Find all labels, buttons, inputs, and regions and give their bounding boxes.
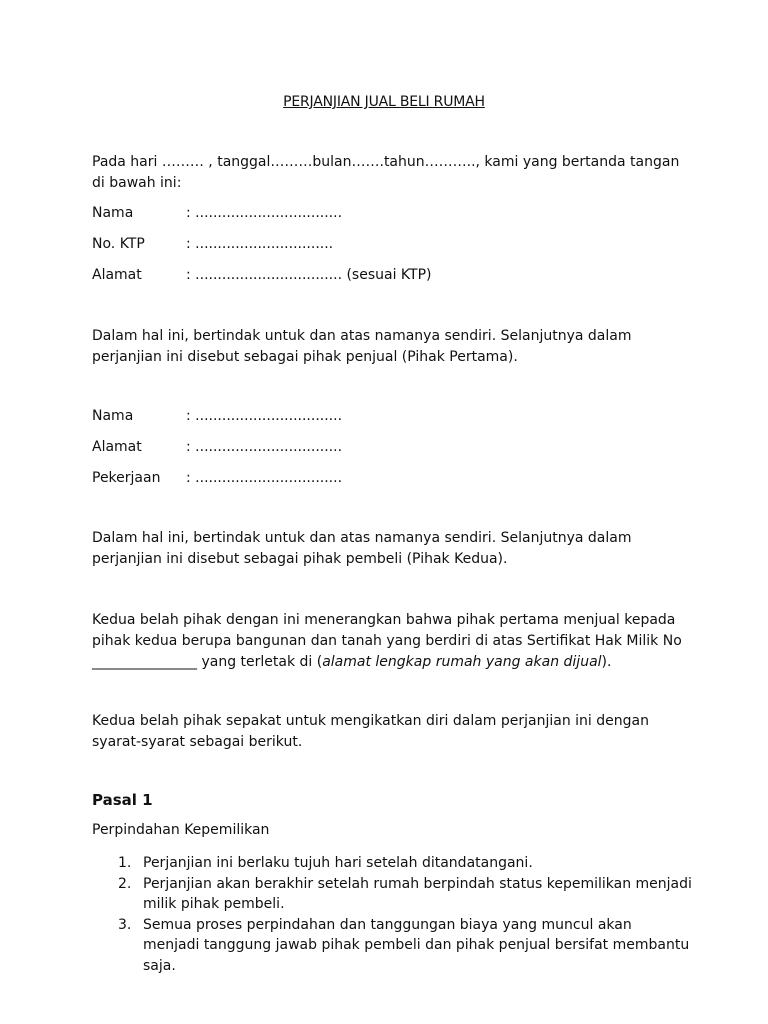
field-label: No. KTP: [92, 236, 145, 252]
pasal-subtitle: Perpindahan Kepemilikan: [92, 822, 270, 838]
property-paragraph: [92, 610, 692, 673]
buyer-name-row: [92, 406, 692, 427]
intro-paragraph: Pada hari ……… , tanggal………bulan…….tahun……….., kami yang bertanda tangan di bawah ini:: [92, 154, 680, 191]
field-value: : ...............................: [186, 236, 334, 252]
agreement-paragraph: Kedua belah pihak sepakat untuk mengikatkan diri dalam perjanjian ini dengan syarat-syarat sebagai berikut.: [92, 713, 649, 750]
property-text: Kedua belah pihak dengan ini menerangkan bahwa pihak pertama menjual kepada pihak kedua berupa bangunan dan tanah yang berdiri di atas Sertifikat Hak Milik No: [92, 612, 682, 649]
buyer-address-row: [92, 437, 692, 458]
buyer-occupation-row: [92, 468, 692, 489]
field-value: : .................................: [186, 439, 343, 455]
seller-statement: Dalam hal ini, bertindak untuk dan atas namanya sendiri. Selanjutnya dalam perjanjian ini disebut sebagai pihak penjual (Pihak Pertama).: [92, 328, 632, 365]
field-value: : ................................. (sesuai KTP): [186, 267, 432, 283]
buyer-statement: Dalam hal ini, bertindak untuk dan atas namanya sendiri. Selanjutnya dalam perjanjian ini disebut sebagai pihak pembeli (Pihak Kedua).: [92, 530, 632, 567]
property-closing: ).: [601, 654, 612, 670]
list-item: [92, 853, 692, 874]
seller-ktp-row: [92, 234, 692, 255]
document-title: PERJANJIAN JUAL BELI RUMAH: [283, 94, 485, 110]
field-value: : .................................: [186, 408, 343, 424]
field-label: Nama: [92, 408, 134, 424]
seller-name-row: [92, 203, 692, 224]
field-label: Pekerjaan: [92, 470, 161, 486]
property-location-text: yang terletak di (: [197, 654, 323, 670]
list-number: 1.: [118, 855, 132, 871]
field-value: : .................................: [186, 205, 343, 221]
field-value: : .................................: [186, 470, 343, 486]
field-label: Alamat: [92, 439, 142, 455]
list-text: Perjanjian ini berlaku tujuh hari setelah ditandatangani.: [143, 855, 533, 871]
address-placeholder: alamat lengkap rumah yang akan dijual: [322, 654, 602, 670]
list-number: 2.: [118, 875, 132, 892]
certificate-number-blank: _______________: [92, 654, 197, 670]
field-label: Nama: [92, 205, 134, 221]
list-text: Semua proses perpindahan dan tanggungan biaya yang muncul akan menjadi tanggung jawab pihak pembeli dan pihak penjual bersifat membantu saja.: [143, 916, 690, 974]
list-item: [92, 874, 692, 915]
list-number: 3.: [118, 916, 132, 933]
seller-address-row: [92, 265, 692, 286]
list-item: [92, 915, 692, 977]
field-label: Alamat: [92, 267, 142, 283]
terms-list: [92, 853, 692, 976]
pasal-heading: Pasal 1: [92, 791, 153, 809]
list-text: Perjanjian akan berakhir setelah rumah berpindah status kepemilikan menjadi milik pihak pembeli.: [143, 875, 692, 912]
